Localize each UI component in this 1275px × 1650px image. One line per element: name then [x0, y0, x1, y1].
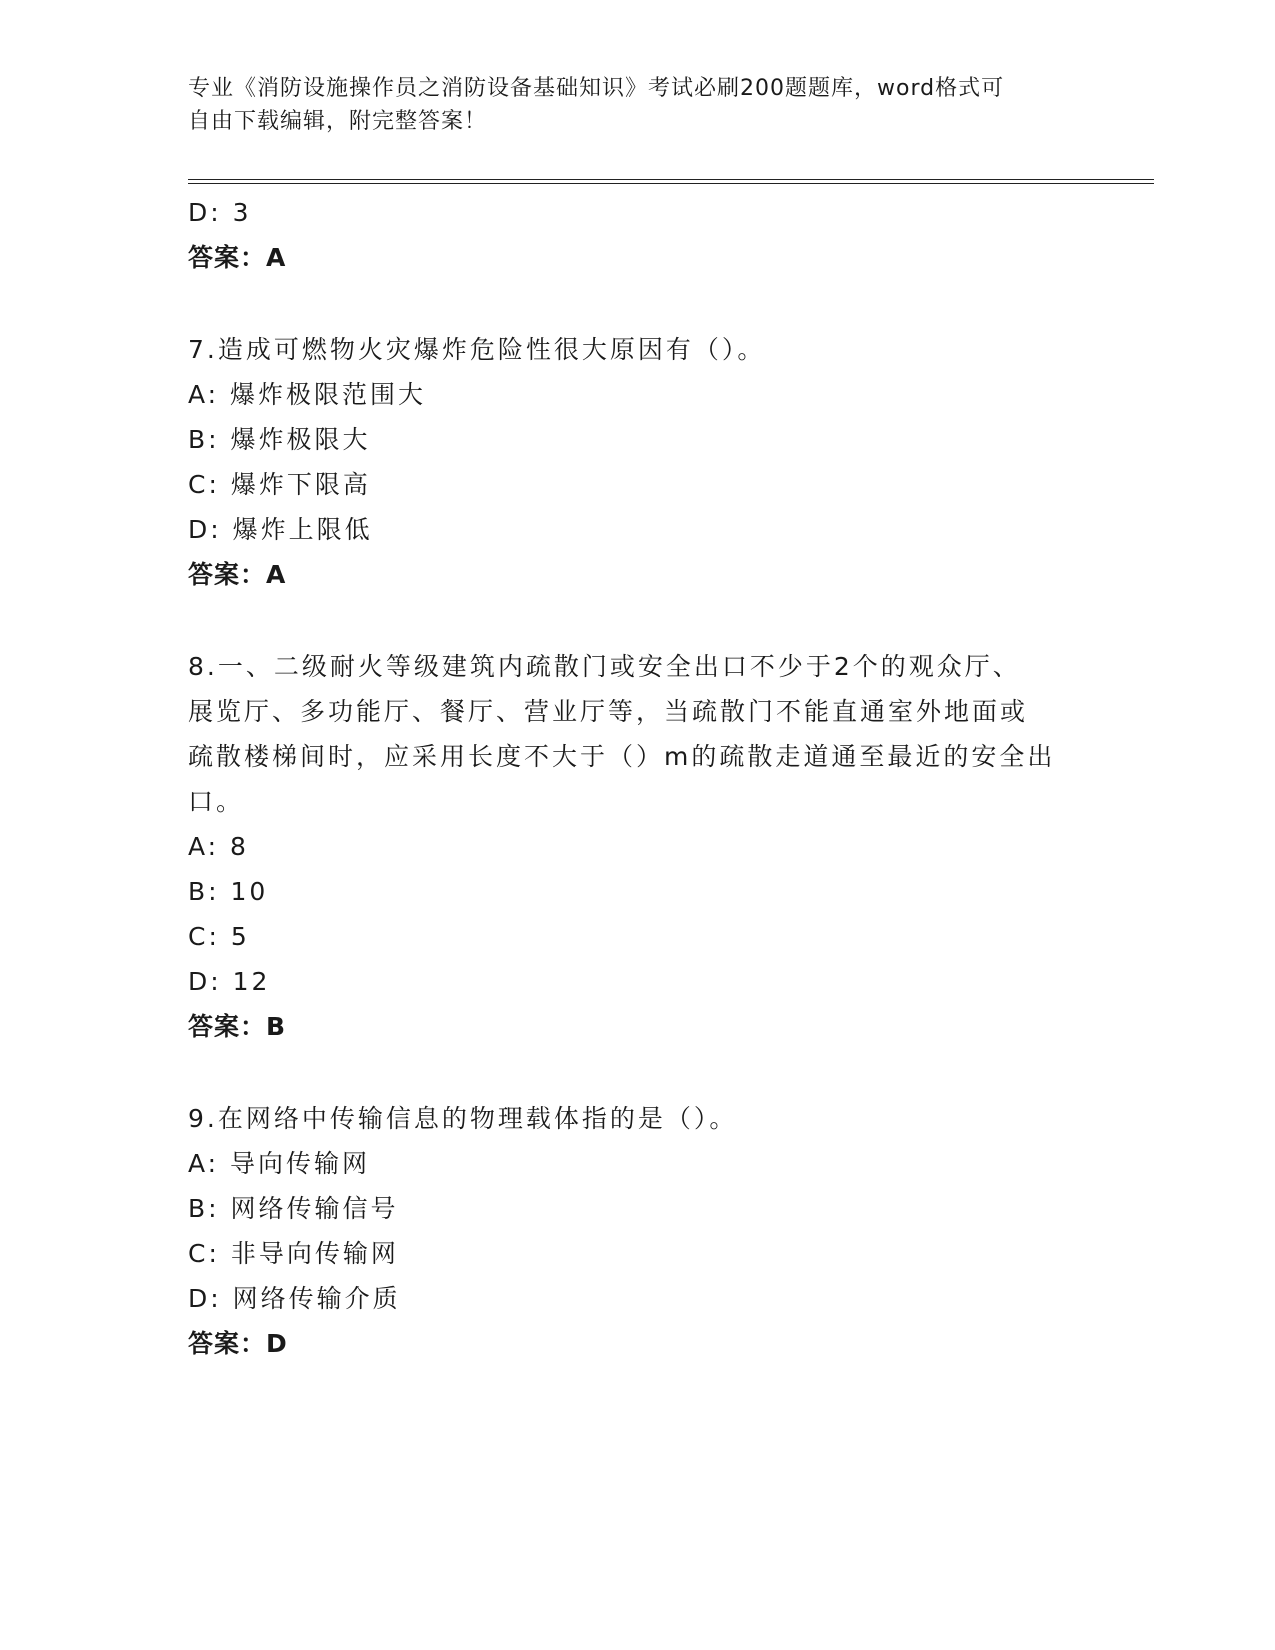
header-line-2: 自由下载编辑，附完整答案！ [188, 109, 488, 134]
question-8 [188, 644, 1088, 1049]
option-b: B: 爆炸极限大 [188, 425, 371, 454]
question-9 [188, 1096, 1088, 1366]
question-text-line: 疏散楼梯间时，应采用长度不大于（）m的疏散走道通至最近的安全出 [188, 742, 1056, 771]
header-divider-bottom [188, 183, 1154, 184]
option-d: D: 12 [188, 967, 271, 996]
option-c: C: 非导向传输网 [188, 1239, 399, 1268]
question-6-tail [188, 190, 1088, 280]
question-text [188, 644, 1088, 824]
question-text-line: 8.一、二级耐火等级建筑内疏散门或安全出口不少于2个的观众厅、 [188, 652, 1021, 681]
option-b: B: 网络传输信号 [188, 1194, 399, 1223]
option-a: A: 导向传输网 [188, 1149, 371, 1178]
question-text-line: 口。 [188, 787, 245, 816]
answer-label: 答案：B [188, 1012, 287, 1041]
answer-label: 答案：D [188, 1329, 288, 1358]
answer-label: 答案：A [188, 560, 287, 589]
header-divider-top [188, 179, 1154, 180]
question-text-line: 展览厅、多功能厅、餐厅、营业厅等，当疏散门不能直通室外地面或 [188, 697, 1029, 726]
document-header [188, 72, 1088, 138]
document-body [188, 190, 1088, 1366]
option-d: D: 网络传输介质 [188, 1284, 401, 1313]
option-b: B: 10 [188, 877, 269, 906]
option-a: A: 8 [188, 832, 249, 861]
option-c: C: 5 [188, 922, 250, 951]
option-a: A: 爆炸极限范围大 [188, 380, 427, 409]
option-d: D: 爆炸上限低 [188, 515, 373, 544]
option-c: C: 爆炸下限高 [188, 470, 371, 499]
question-text [188, 327, 1088, 372]
question-text [188, 1096, 1088, 1141]
question-text-line: 7.造成可燃物火灾爆炸危险性很大原因有（）。 [188, 335, 766, 364]
question-text-line: 9.在网络中传输信息的物理载体指的是（）。 [188, 1104, 738, 1133]
option-d: D: 3 [188, 198, 252, 227]
header-line-1: 专业《消防设施操作员之消防设备基础知识》考试必刷200题题库，word格式可 [188, 76, 1005, 101]
answer-label: 答案：A [188, 243, 287, 272]
question-7 [188, 327, 1088, 597]
